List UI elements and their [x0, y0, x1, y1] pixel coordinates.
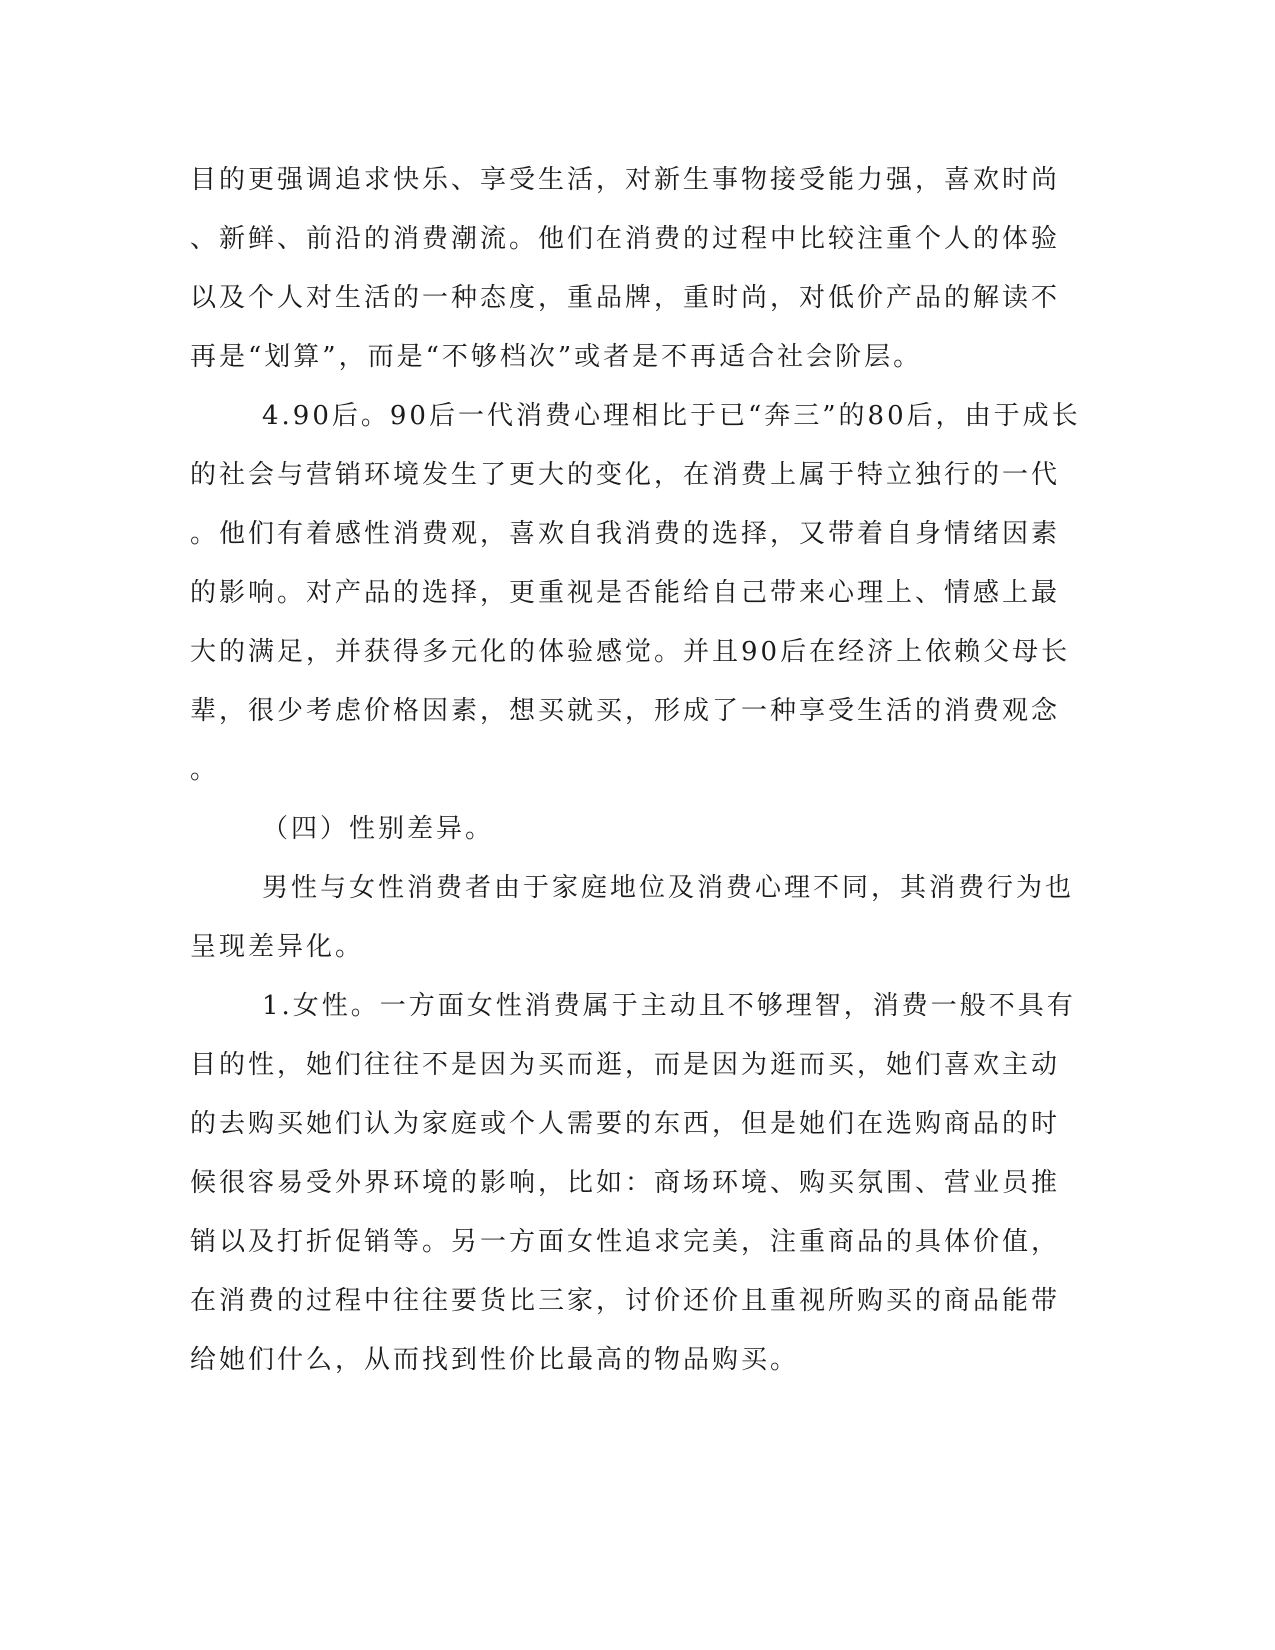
paragraph-first-line: 4.90后。90后一代消费心理相比于已“奔三”的80后，由于成长 — [262, 401, 1081, 431]
text-line: 目的性，她们往往不是因为买而逛，而是因为逛而买，她们喜欢主动 — [190, 1050, 1061, 1080]
text-line: 辈，很少考虑价格因素，想买就买，形成了一种享受生活的消费观念 — [190, 696, 1061, 726]
text-line: 目的更强调追求快乐、享受生活，对新生事物接受能力强，喜欢时尚 — [190, 165, 1061, 195]
text-line: 销以及打折促销等。另一方面女性追求完美，注重商品的具体价值， — [190, 1227, 1061, 1257]
text-line: 再是“划算”，而是“不够档次”或者是不再适合社会阶层。 — [190, 342, 923, 372]
text-line: 的去购买她们认为家庭或个人需要的东西，但是她们在选购商品的时 — [190, 1109, 1061, 1139]
text-line: 大的满足，并获得多元化的体验感觉。并且90后在经济上依赖父母长 — [190, 637, 1071, 667]
text-line: 给她们什么，从而找到性价比最高的物品购买。 — [190, 1345, 800, 1375]
text-line: 。 — [190, 755, 220, 785]
text-line: 呈现差异化。 — [190, 932, 365, 962]
text-line: 以及个人对生活的一种态度，重品牌，重时尚，对低价产品的解读不 — [190, 283, 1061, 313]
text-line: 在消费的过程中往往要货比三家，讨价还价且重视所购买的商品能带 — [190, 1286, 1061, 1316]
paragraph-first-line: 男性与女性消费者由于家庭地位及消费心理不同，其消费行为也 — [262, 873, 1075, 903]
text-line: 。他们有着感性消费观，喜欢自我消费的选择，又带着自身情绪因素 — [190, 519, 1061, 549]
text-line: 的影响。对产品的选择，更重视是否能给自己带来心理上、情感上最 — [190, 578, 1061, 608]
section-heading: （四）性别差异。 — [262, 814, 495, 844]
paragraph-first-line: 1.女性。一方面女性消费属于主动且不够理智，消费一般不具有 — [262, 991, 1076, 1021]
text-line: 、新鲜、前沿的消费潮流。他们在消费的过程中比较注重个人的体验 — [190, 224, 1061, 254]
text-line: 的社会与营销环境发生了更大的变化，在消费上属于特立独行的一代 — [190, 460, 1061, 490]
text-line: 候很容易受外界环境的影响，比如：商场环境、购买氛围、营业员推 — [190, 1168, 1061, 1198]
